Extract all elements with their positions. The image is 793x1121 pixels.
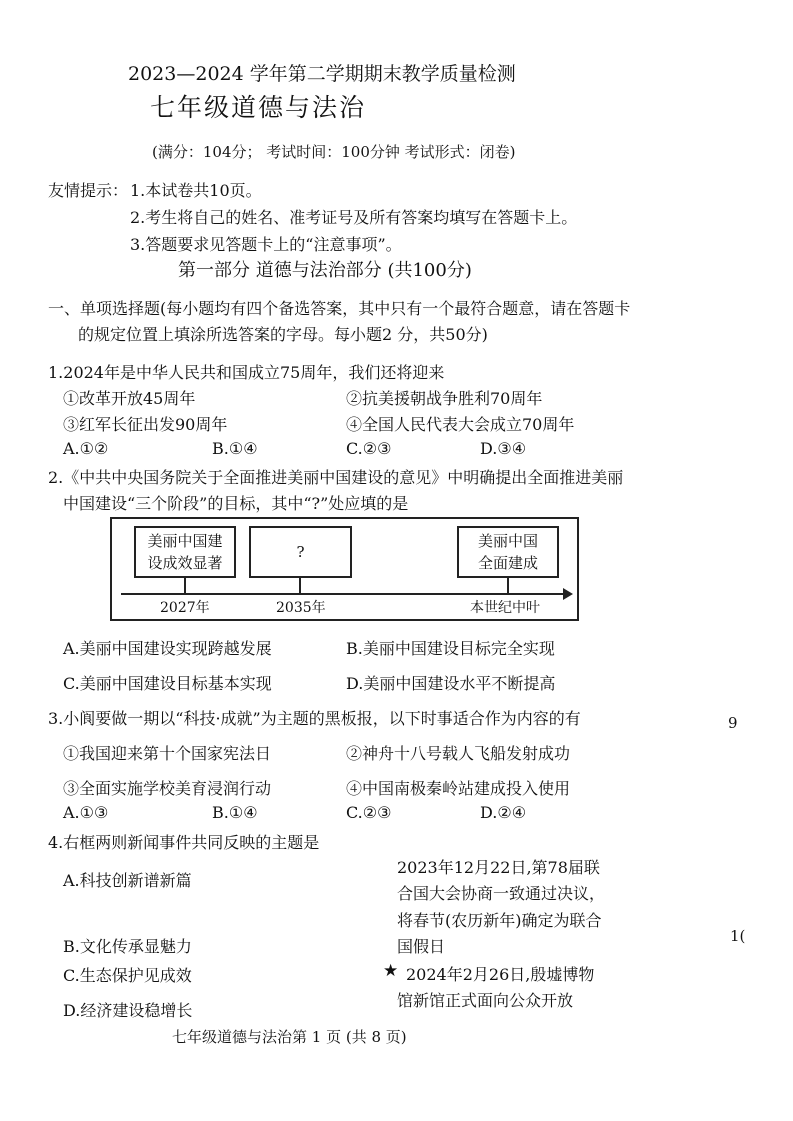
timeline-year-2035: 2035年 <box>276 600 326 616</box>
q3-item-3: ③全面实施学校美育浸润行动 <box>63 779 272 798</box>
q1-item-2: ②抗美援朝战争胜利70周年 <box>346 389 543 408</box>
q4-news2-line1: 2024年2月26日,殷墟博物 <box>406 965 595 984</box>
q4-news1-line2: 合国大会协商一致通过决议， <box>397 884 606 903</box>
q4-stem: 4.右框两则新闻事件共同反映的主题是 <box>48 833 320 852</box>
timeline-tick-3 <box>507 578 509 593</box>
q4-option-b: B.文化传承显魅力 <box>63 937 192 956</box>
timeline-tick-2 <box>299 578 301 593</box>
q3-item-2: ②神舟十八号载人飞船发射成功 <box>346 744 571 763</box>
q2-stem: 2.《中共中央国务院关于全面推进美丽中国建设的意见》中明确提出全面推进美丽 <box>48 468 624 487</box>
margin-mark-9: 9 <box>728 714 738 732</box>
q2-option-c: C.美丽中国建设目标基本实现 <box>63 674 272 693</box>
timeline-box-2027-line2: 设成效显著 <box>147 554 223 572</box>
timeline-box-midcentury <box>457 526 559 578</box>
exam-title: 2023—2024 学年第二学期期末教学质量检测 <box>128 63 516 85</box>
timeline-box-2035 <box>249 526 352 578</box>
q1-item-1: ①改革开放45周年 <box>63 389 196 408</box>
q3-stem: 3.小阆要做一期以“科技·成就”为主题的黑板报，以下时事适合作为内容的有 <box>48 709 581 728</box>
page-footer: 七年级道德与法治第 1 页 (共 8 页) <box>172 1028 407 1046</box>
q1-item-4: ④全国人民代表大会成立70周年 <box>346 415 575 434</box>
q1-choice-c: C.②③ <box>346 439 392 458</box>
section1-heading-cont: 的规定位置上填涂所选答案的字母。每小题2 分，共50分) <box>78 325 488 344</box>
subject-title: 七年级道德与法治 <box>150 93 367 122</box>
q4-news1-line4: 国假日 <box>397 937 446 956</box>
q4-option-a: A.科技创新谱新篇 <box>63 871 192 890</box>
tip-1: 1.本试卷共10页。 <box>130 181 262 200</box>
exam-info: (满分：104分； 考试时间：100分钟 考试形式：闭卷) <box>152 143 516 161</box>
timeline-box-2027-line1: 美丽中国建 <box>147 532 223 550</box>
q3-item-4: ④中国南极秦岭站建成投入使用 <box>346 779 571 798</box>
timeline-axis <box>121 593 567 595</box>
tips-label: 友情提示： <box>48 181 129 200</box>
q1-choice-d: D.③④ <box>480 439 527 458</box>
q3-item-1: ①我国迎来第十个国家宪法日 <box>63 744 272 763</box>
timeline-box-mid-line1: 美丽中国 <box>477 532 538 550</box>
timeline-tick-1 <box>184 578 186 593</box>
q2-stem-cont: 中国建设“三个阶段”的目标，其中“?”处应填的是 <box>63 494 409 513</box>
timeline-year-midcentury: 本世纪中叶 <box>470 600 540 616</box>
margin-mark-1: 1( <box>730 927 746 945</box>
q1-choice-b: B.①④ <box>212 439 258 458</box>
q4-option-c: C.生态保护见成效 <box>63 966 192 985</box>
q3-choice-c: C.②③ <box>346 803 392 822</box>
timeline-question-mark: ? <box>296 543 305 561</box>
arrow-right-icon <box>563 588 573 600</box>
timeline-box-2027 <box>134 526 236 578</box>
q1-item-3: ③红军长征出发90周年 <box>63 415 228 434</box>
section1-heading: 一、单项选择题(每小题均有四个备选答案，其中只有一个最符合题意，请在答题卡 <box>48 299 631 318</box>
q4-option-d: D.经济建设稳增长 <box>63 1001 193 1020</box>
q2-option-a: A.美丽中国建设实现跨越发展 <box>63 639 272 658</box>
q4-news1-line3: 将春节(农历新年)确定为联合 <box>397 911 602 930</box>
q3-choice-a: A.①③ <box>63 803 109 822</box>
tip-3: 3.答题要求见答题卡上的“注意事项”。 <box>130 235 402 254</box>
q4-news1-line1: 2023年12月22日,第78届联 <box>397 858 600 877</box>
q3-choice-b: B.①④ <box>212 803 258 822</box>
q2-option-d: D.美丽中国建设水平不断提高 <box>346 674 556 693</box>
q4-news2-line2: 馆新馆正式面向公众开放 <box>397 991 574 1010</box>
tip-2: 2.考生将自己的姓名、准考证号及所有答案均填写在答题卡上。 <box>130 208 578 227</box>
part1-title: 第一部分 道德与法治部分 (共100分) <box>178 260 472 281</box>
q1-stem: 1.2024年是中华人民共和国成立75周年，我们还将迎来 <box>48 363 445 382</box>
timeline-box-mid-line2: 全面建成 <box>477 554 538 572</box>
q3-choice-d: D.②④ <box>480 803 527 822</box>
star-icon: ★ <box>383 961 399 981</box>
q2-option-b: B.美丽中国建设目标完全实现 <box>346 639 555 658</box>
timeline-year-2027: 2027年 <box>160 600 210 616</box>
q1-choice-a: A.①② <box>63 439 109 458</box>
